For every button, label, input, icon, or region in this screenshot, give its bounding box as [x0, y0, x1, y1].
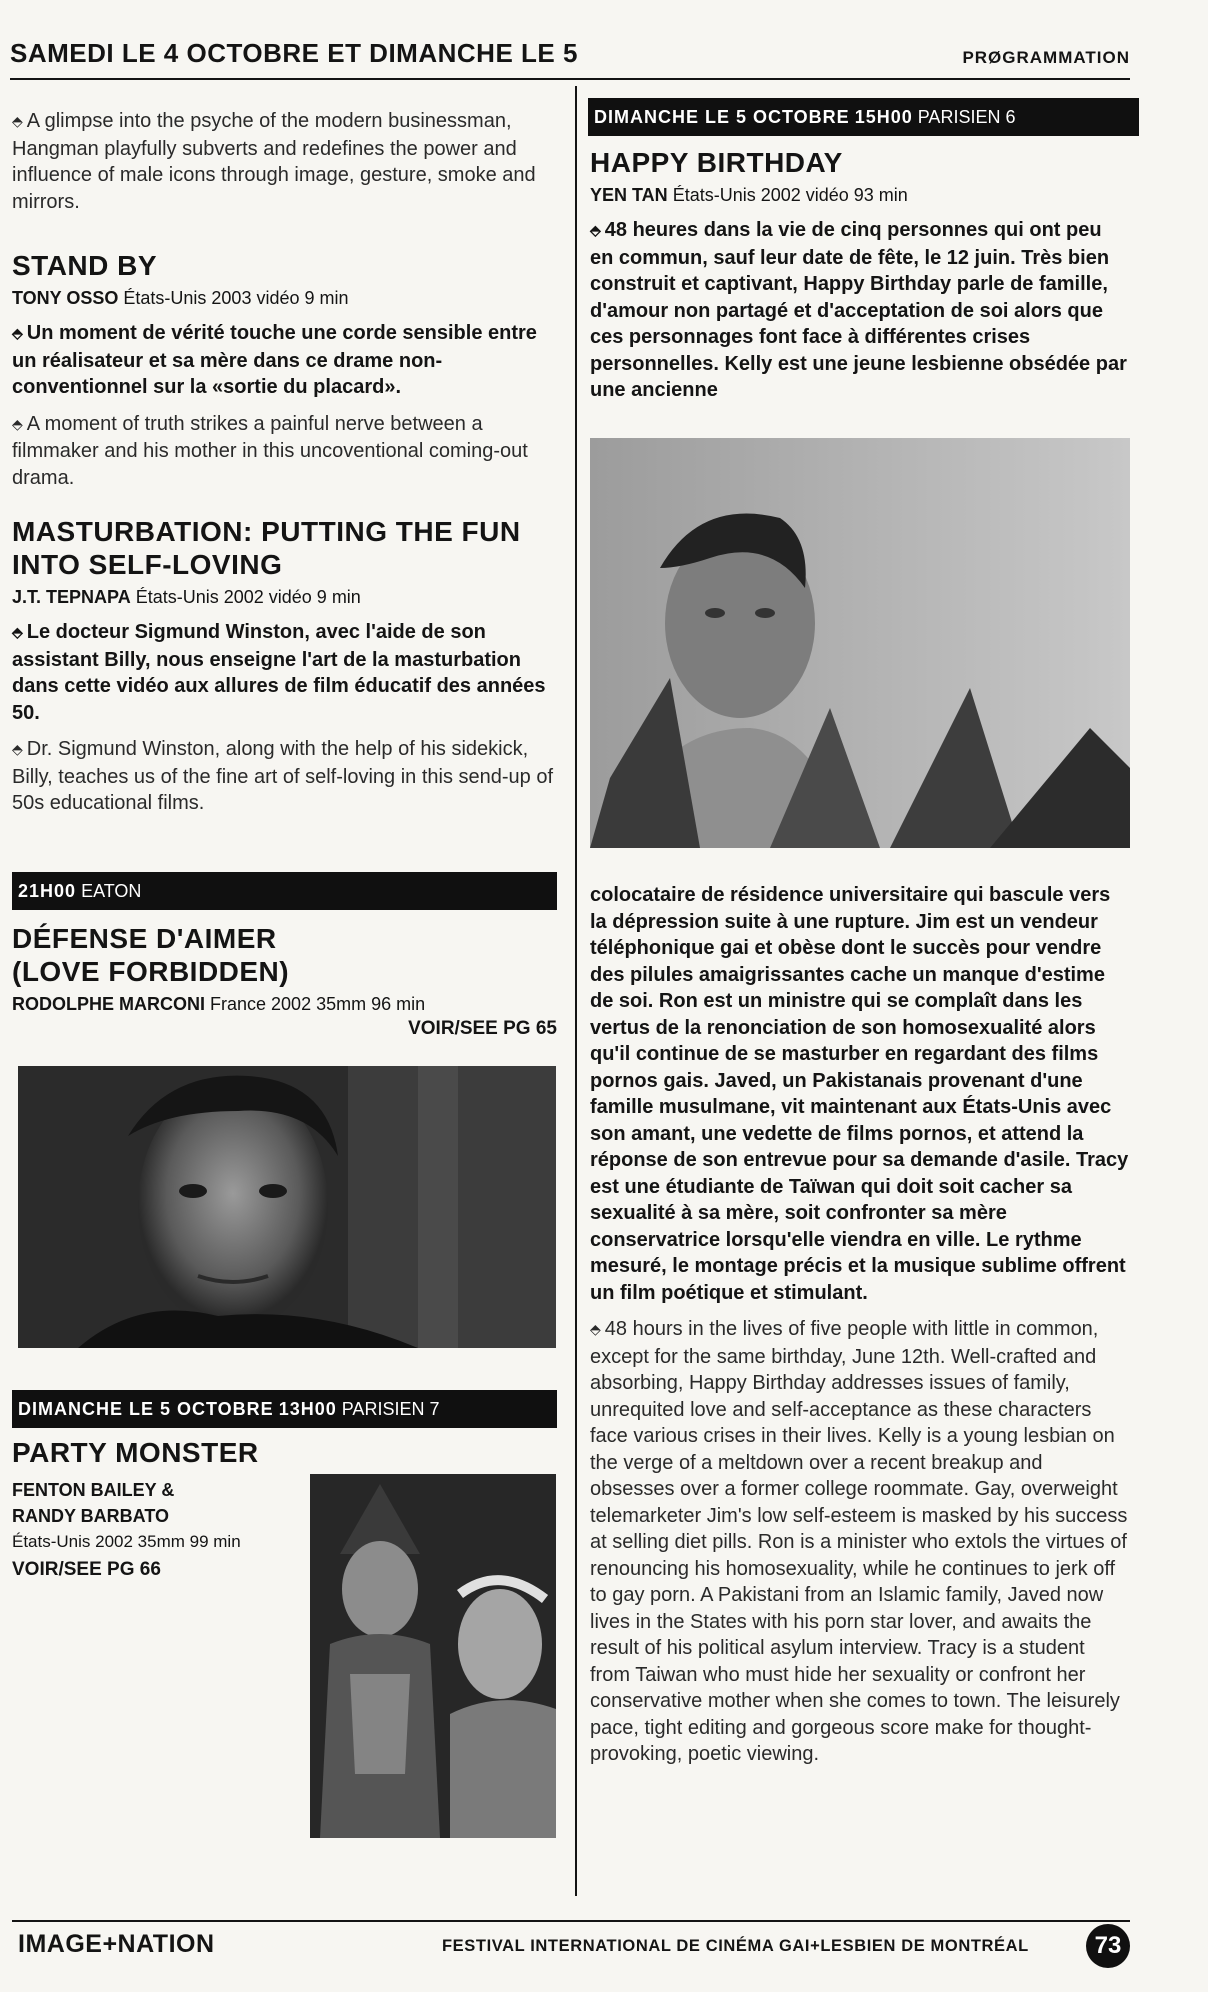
footer-brand: IMAGE+NATION — [18, 1930, 215, 1958]
footer-festival-name: FESTIVAL INTERNATIONAL DE CINÉMA GAI+LESBIEN DE MONTRÉAL — [442, 1937, 1029, 1955]
left-column — [12, 108, 557, 817]
birthday-continued — [590, 882, 1130, 1768]
party-still-photo — [310, 1474, 556, 1838]
birthday-english-text: ⬘ 48 hours in the lives of five people with little in common, except for the same birthday, June 12th. Well-crafted and absorbing, Happy Birthday addresses issues of family, unrequited love and self-acceptance as these characters face various crises in their lives. Kelly is a young lesbian on the verge of a meltdown over a recent breakup and obsesses over a former college roommate. Gay, overweight telemarketer Jim's low self-esteem is masked by his success at selling diet pills. Ron is a minister who extols the virtues of renouncing his homosexuality, while he continues to jerk off to gay porn. A Pakistani from an Islamic family, Javed now lives in the States with his porn star lover, and awaits the result of his political asylum interview. Tracy is a student from Taiwan who must hide her sexuality or confront her conservative mother when she comes to town. The leisurely pace, tight editing and gorgeous score make for thought-provoking, poetic viewing. — [590, 1318, 1128, 1765]
birthday-credit: YEN TAN États-Unis 2002 vidéo 93 min — [590, 185, 908, 205]
english-flag-icon: ⬘ — [12, 741, 23, 757]
defense-title-english: (LOVE FORBIDDEN) — [12, 956, 290, 987]
english-flag-icon: ⬘ — [12, 415, 23, 432]
defense-block — [12, 872, 557, 1040]
defense-credit: RODOLPHE MARCONI France 2002 35mm 96 min — [12, 994, 426, 1014]
defense-title: DÉFENSE D'AIMER — [12, 923, 277, 954]
defense-still-photo — [18, 1066, 556, 1348]
french-flag-icon: ⬘ — [12, 325, 23, 341]
standby-credit: TONY OSSO États-Unis 2003 vidéo 9 min — [12, 288, 349, 308]
french-flag-icon: ⬘ — [590, 222, 601, 238]
birthday-french-text-1: ⬘ 48 heures dans la vie de cinq personnes qui ont peu en commun, sauf leur date de fête, le 12 juin. Très bien construit et captivant, Happy Birthday parle de famille, d'amour non partagé et d'acceptation de soi alors que ces personnages font face à différentes crises personnelles. Kelly est une jeune lesbienne obsédée par une ancienne — [590, 219, 1127, 401]
standby-english-text: ⬘ A moment of truth strikes a painful nerve between a filmmaker and his mother in this uncoventional coming-out drama. — [12, 412, 528, 489]
masturbation-french-text: ⬘ Le docteur Sigmund Winston, avec l'aide de son assistant Billy, nous enseigne l'art de la masturbation dans cette vidéo aux allures de film éducatif des années 50. — [12, 621, 546, 724]
header-rule — [10, 78, 1130, 80]
column-divider — [575, 86, 577, 1896]
page-number-badge: 73 — [1086, 1924, 1130, 1968]
schedule-banner-parisien7: DIMANCHE LE 5 OCTOBRE 13H00 PARISIEN 7 — [12, 1390, 557, 1428]
english-flag-icon: ⬘ — [12, 113, 23, 129]
party-title: PARTY MONSTER — [12, 1437, 259, 1468]
masturbation-credit: J.T. TEPNAPA États-Unis 2002 vidéo 9 min — [12, 587, 361, 607]
right-column — [590, 98, 1130, 404]
masturbation-title: MASTURBATION: PUTTING THE FUN INTO SELF-LOVING — [12, 516, 521, 580]
masturbation-english-text: ⬘ Dr. Sigmund Winston, along with the help of his sidekick, Billy, teaches us of the fine art of self-loving in this send-up of 50s educational films. — [12, 738, 554, 814]
french-flag-icon: ⬘ — [12, 624, 23, 640]
defense-see-page: VOIR/SEE PG 65 — [408, 1018, 557, 1039]
footer-rule — [12, 1920, 1130, 1922]
schedule-banner-eaton: 21H00 EATON — [12, 872, 557, 910]
standby-title: STAND BY — [12, 250, 158, 281]
page-header-date: SAMEDI LE 4 OCTOBRE ET DIMANCHE LE 5 — [10, 38, 578, 68]
english-flag-icon: ⬘ — [590, 1321, 601, 1337]
birthday-still-photo — [590, 438, 1130, 848]
birthday-title: HAPPY BIRTHDAY — [590, 147, 843, 178]
birthday-french-text-2: colocataire de résidence universitaire qui bascule vers la dépression suite à une rupture. Jim est un vendeur téléphonique gai et obèse dont le succès pour vendre des pilules amaigrissantes cache un manque d'estime de soi. Ron est un ministre qui se complaît dans les vertus de la renonciation de son homosexualité alors qu'il continue de se masturber en regardant des films pornos gais. Javed, un Pakistanais provenant d'une famille musulmane, vit maintenant aux États-Unis avec son amant, une vedette de films pornos, et attend la réponse de son entrevue pour sa demande d'asile. Tracy est une étudiante de Taïwan qui doit soit cacher sa sexualité à sa mère, soit confronter sa mère conservatrice lorsqu'elle viendra en ville. Le rythme mesuré, le montage précis et la musique sublime offrent un film poétique et stimulant. — [590, 884, 1129, 1304]
party-see-page: VOIR/SEE PG 66 — [12, 1559, 161, 1580]
hangman-english-text: ⬘ A glimpse into the psyche of the modern businessman, Hangman playfully subverts and redefines the power and influence of male icons through image, gesture, smoke and mirrors. — [12, 110, 536, 213]
schedule-banner-parisien6: DIMANCHE LE 5 OCTOBRE 15H00 PARISIEN 6 — [588, 98, 1139, 136]
page-header-section: PRØGRAMMATION — [962, 48, 1130, 67]
standby-french-text: ⬘ Un moment de vérité touche une corde sensible entre un réalisateur et sa mère dans ce drame non-conventionnel sur la «sortie du placard». — [12, 322, 537, 398]
party-credit: FENTON BAILEY & RANDY BARBATO États-Unis 2002 35mm 99 min VOIR/SEE PG 66 — [12, 1477, 302, 1585]
